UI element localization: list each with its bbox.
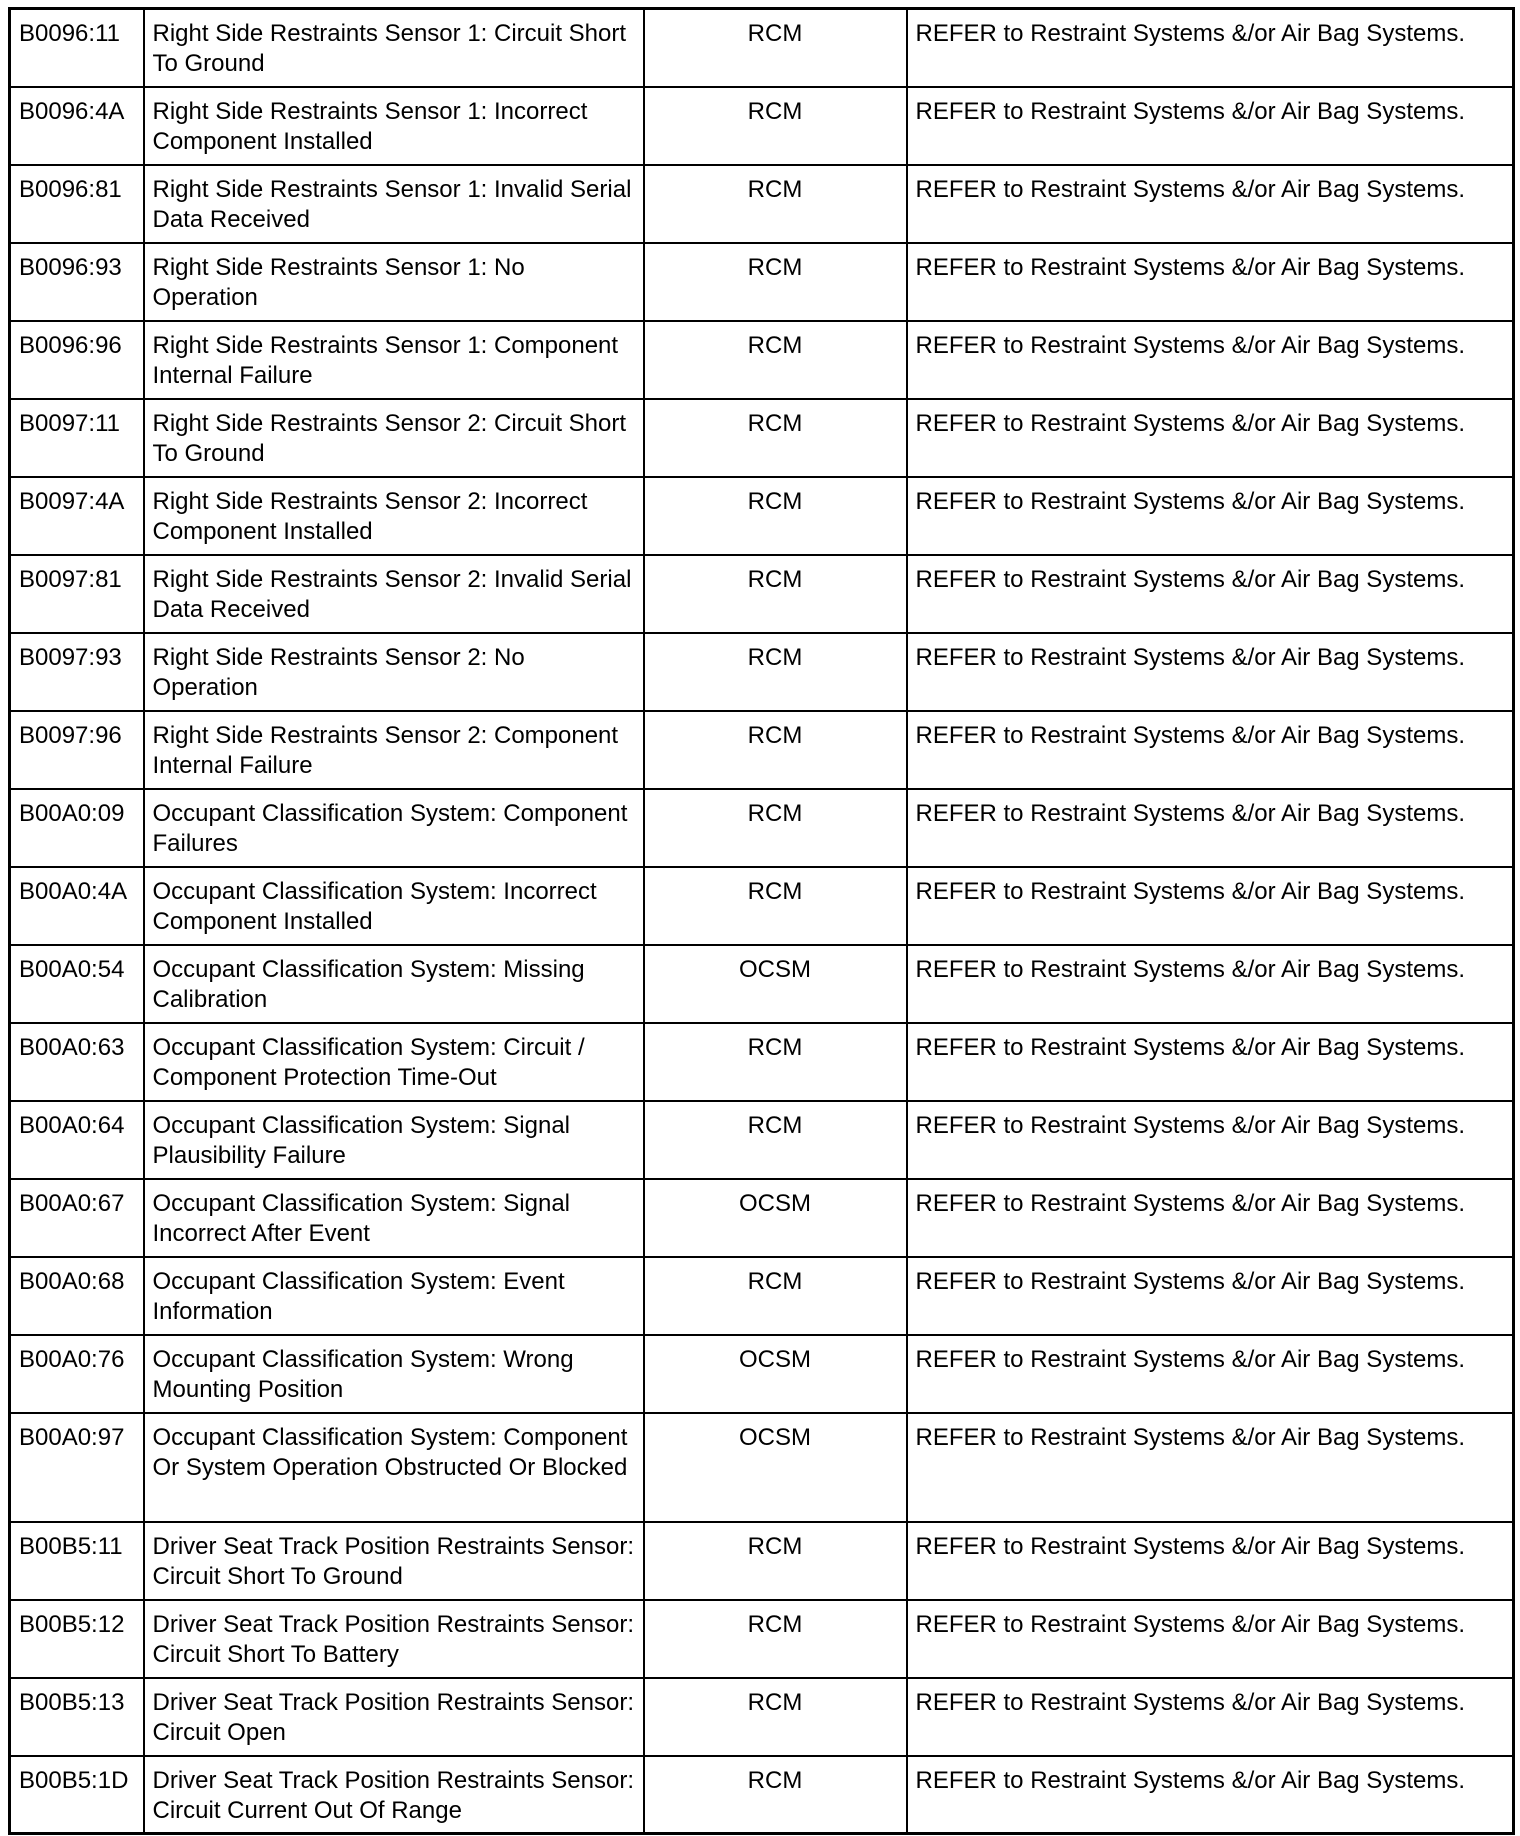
dtc-code: B0097:11 [10,399,144,477]
dtc-module: RCM [644,867,907,945]
dtc-code: B0097:81 [10,555,144,633]
table-row [10,633,1514,711]
dtc-module: RCM [644,243,907,321]
dtc-module: OCSM [644,1179,907,1257]
table-row [10,1522,1514,1600]
dtc-code: B00B5:13 [10,1678,144,1756]
dtc-module: RCM [644,165,907,243]
dtc-code: B00A0:67 [10,1179,144,1257]
dtc-description: Occupant Classification System: Circuit / Component Protection Time-Out [144,1023,644,1101]
table-row [10,1179,1514,1257]
dtc-action: REFER to Restraint Systems &/or Air Bag Systems. [907,1413,1514,1522]
dtc-code: B0097:4A [10,477,144,555]
table-row [10,555,1514,633]
dtc-action: REFER to Restraint Systems &/or Air Bag Systems. [907,321,1514,399]
dtc-description: Right Side Restraints Sensor 1: Incorrect Component Installed [144,87,644,165]
dtc-description: Occupant Classification System: Incorrect Component Installed [144,867,644,945]
dtc-module: RCM [644,711,907,789]
dtc-code: B00A0:54 [10,945,144,1023]
table-row [10,87,1514,165]
dtc-table [8,7,1515,1835]
dtc-action: REFER to Restraint Systems &/or Air Bag Systems. [907,9,1514,87]
table-row [10,1678,1514,1756]
table-row [10,321,1514,399]
table-row [10,945,1514,1023]
dtc-code: B00A0:09 [10,789,144,867]
table-row [10,1756,1514,1834]
dtc-action: REFER to Restraint Systems &/or Air Bag Systems. [907,789,1514,867]
dtc-module: RCM [644,399,907,477]
dtc-code: B00B5:1D [10,1756,144,1834]
dtc-description: Occupant Classification System: Event Information [144,1257,644,1335]
dtc-action: REFER to Restraint Systems &/or Air Bag Systems. [907,87,1514,165]
dtc-module: RCM [644,477,907,555]
dtc-description: Right Side Restraints Sensor 1: Component Internal Failure [144,321,644,399]
table-row [10,243,1514,321]
dtc-action: REFER to Restraint Systems &/or Air Bag Systems. [907,165,1514,243]
dtc-description: Right Side Restraints Sensor 1: No Operation [144,243,644,321]
dtc-description: Occupant Classification System: Component Or System Operation Obstructed Or Blocked [144,1413,644,1522]
dtc-action: REFER to Restraint Systems &/or Air Bag Systems. [907,711,1514,789]
dtc-action: REFER to Restraint Systems &/or Air Bag Systems. [907,1179,1514,1257]
dtc-module: RCM [644,1023,907,1101]
dtc-description: Right Side Restraints Sensor 1: Circuit Short To Ground [144,9,644,87]
dtc-action: REFER to Restraint Systems &/or Air Bag Systems. [907,633,1514,711]
dtc-action: REFER to Restraint Systems &/or Air Bag Systems. [907,1257,1514,1335]
table-row [10,1413,1514,1522]
dtc-action: REFER to Restraint Systems &/or Air Bag Systems. [907,1101,1514,1179]
dtc-module: OCSM [644,945,907,1023]
table-row [10,711,1514,789]
dtc-action: REFER to Restraint Systems &/or Air Bag Systems. [907,1756,1514,1834]
dtc-action: REFER to Restraint Systems &/or Air Bag Systems. [907,1678,1514,1756]
dtc-code: B0097:93 [10,633,144,711]
dtc-code: B0096:81 [10,165,144,243]
table-row [10,1600,1514,1678]
dtc-action: REFER to Restraint Systems &/or Air Bag Systems. [907,243,1514,321]
dtc-action: REFER to Restraint Systems &/or Air Bag Systems. [907,477,1514,555]
dtc-module: OCSM [644,1335,907,1413]
dtc-description: Right Side Restraints Sensor 2: Component Internal Failure [144,711,644,789]
dtc-action: REFER to Restraint Systems &/or Air Bag Systems. [907,867,1514,945]
dtc-description: Right Side Restraints Sensor 2: Invalid Serial Data Received [144,555,644,633]
dtc-code: B0096:11 [10,9,144,87]
table-row [10,9,1514,87]
dtc-module: OCSM [644,1413,907,1522]
table-row [10,165,1514,243]
dtc-code: B00B5:11 [10,1522,144,1600]
dtc-description: Driver Seat Track Position Restraints Sensor: Circuit Current Out Of Range [144,1756,644,1834]
dtc-description: Right Side Restraints Sensor 1: Invalid Serial Data Received [144,165,644,243]
table-row [10,1335,1514,1413]
dtc-module: RCM [644,1756,907,1834]
dtc-module: RCM [644,1600,907,1678]
dtc-action: REFER to Restraint Systems &/or Air Bag Systems. [907,1522,1514,1600]
dtc-code: B0096:93 [10,243,144,321]
dtc-description: Right Side Restraints Sensor 2: No Operation [144,633,644,711]
dtc-action: REFER to Restraint Systems &/or Air Bag Systems. [907,1600,1514,1678]
dtc-module: RCM [644,555,907,633]
dtc-description: Right Side Restraints Sensor 2: Incorrect Component Installed [144,477,644,555]
dtc-code: B00A0:63 [10,1023,144,1101]
dtc-code: B0096:96 [10,321,144,399]
dtc-module: RCM [644,87,907,165]
dtc-action: REFER to Restraint Systems &/or Air Bag Systems. [907,1023,1514,1101]
table-row [10,867,1514,945]
table-row [10,789,1514,867]
dtc-code: B0097:96 [10,711,144,789]
dtc-description: Driver Seat Track Position Restraints Sensor: Circuit Open [144,1678,644,1756]
dtc-module: RCM [644,1522,907,1600]
dtc-code: B0096:4A [10,87,144,165]
dtc-action: REFER to Restraint Systems &/or Air Bag Systems. [907,399,1514,477]
dtc-description: Occupant Classification System: Wrong Mounting Position [144,1335,644,1413]
dtc-module: RCM [644,1101,907,1179]
dtc-module: RCM [644,1257,907,1335]
table-row [10,1101,1514,1179]
dtc-module: RCM [644,9,907,87]
dtc-code: B00A0:68 [10,1257,144,1335]
table-row [10,399,1514,477]
dtc-module: RCM [644,1678,907,1756]
table-row [10,477,1514,555]
table-row [10,1023,1514,1101]
dtc-code: B00B5:12 [10,1600,144,1678]
dtc-module: RCM [644,633,907,711]
dtc-action: REFER to Restraint Systems &/or Air Bag Systems. [907,1335,1514,1413]
table-row [10,1257,1514,1335]
dtc-code: B00A0:97 [10,1413,144,1522]
dtc-description: Occupant Classification System: Signal Plausibility Failure [144,1101,644,1179]
dtc-code: B00A0:64 [10,1101,144,1179]
dtc-action: REFER to Restraint Systems &/or Air Bag Systems. [907,945,1514,1023]
dtc-description: Driver Seat Track Position Restraints Sensor: Circuit Short To Ground [144,1522,644,1600]
dtc-code: B00A0:76 [10,1335,144,1413]
dtc-description: Right Side Restraints Sensor 2: Circuit Short To Ground [144,399,644,477]
dtc-module: RCM [644,789,907,867]
dtc-description: Occupant Classification System: Signal Incorrect After Event [144,1179,644,1257]
dtc-description: Occupant Classification System: Missing Calibration [144,945,644,1023]
dtc-module: RCM [644,321,907,399]
dtc-description: Occupant Classification System: Component Failures [144,789,644,867]
dtc-code: B00A0:4A [10,867,144,945]
dtc-action: REFER to Restraint Systems &/or Air Bag Systems. [907,555,1514,633]
dtc-description: Driver Seat Track Position Restraints Sensor: Circuit Short To Battery [144,1600,644,1678]
